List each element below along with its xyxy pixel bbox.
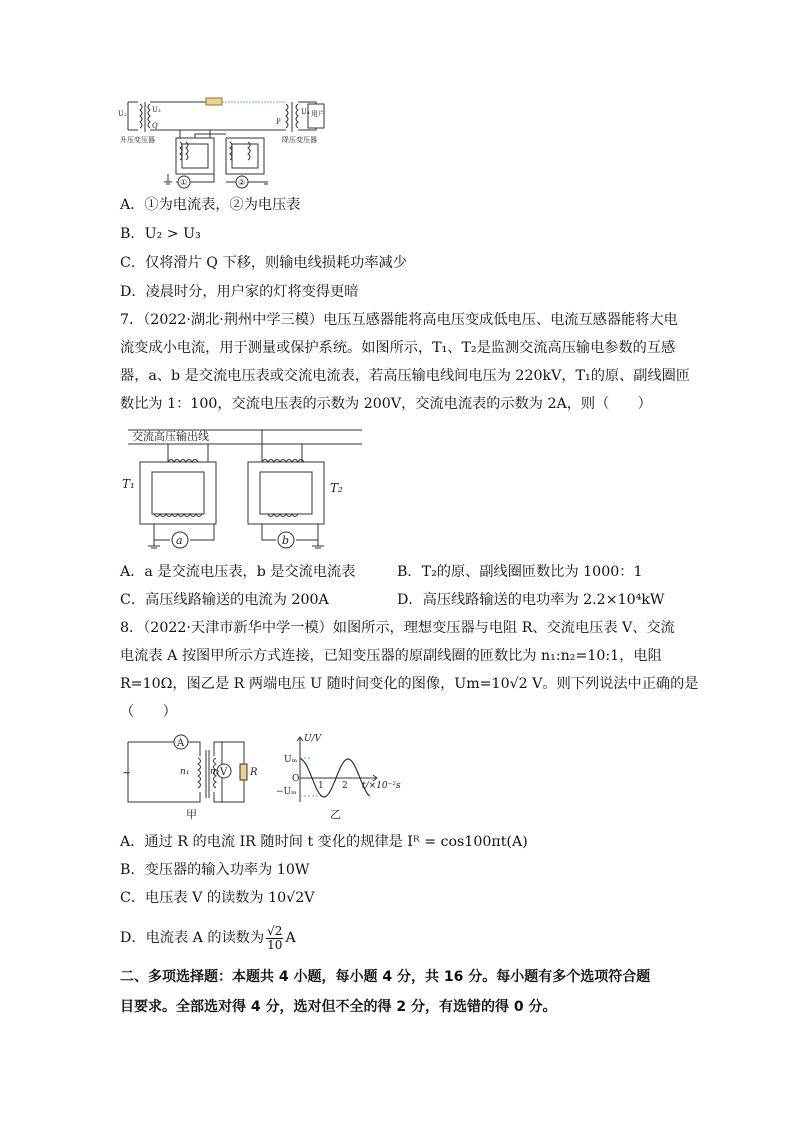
ammeter-label: A — [177, 738, 185, 749]
t1-label: T₁ — [122, 477, 135, 491]
q6-option-d[interactable]: D．凌晨时分，用户家的灯将变得更暗 — [120, 284, 359, 300]
q7-option-c[interactable]: C．高压线路输送的电流为 200A — [120, 592, 329, 608]
x-tick-1: 1 — [318, 781, 324, 791]
q6-transmission-diagram — [118, 94, 338, 190]
resistor-label: R — [250, 767, 258, 778]
meter-2-label: ② — [238, 178, 246, 187]
q8-stem-line-1: 8．（2022·天津市新华中学一模）如图所示，理想变压器与电阻 R、交流电压表 V、交流 — [120, 620, 675, 636]
axis-t-label: t/×10⁻²s — [362, 781, 401, 791]
q-slider-label: Q — [152, 122, 158, 130]
q7-stem-line-1: 7．（2022·湖北·荆州中学三模）电压互感器能将高电压变成低电压、电流互感器能将大电 — [120, 312, 678, 328]
um-tick-label: Uₘ — [284, 755, 298, 765]
t2-label: T₂ — [330, 481, 343, 495]
u3-label-left: U₃ — [152, 106, 161, 114]
user-label: 用户 — [311, 110, 325, 118]
q8-option-d-unit: A — [285, 930, 296, 946]
origin-label: O — [292, 774, 300, 784]
step-down-label: 降压变压器 — [282, 136, 317, 144]
q7-stem-line-3: 器，a、b 是交流电压表或交流电流表，若高压输电线间电压为 220kV，T₁的原、副线圈匝 — [120, 368, 691, 384]
q7-stem-line-4: 数比为 1：100，交流电压表的示数为 200V，交流电流表的示数为 2A，则（ ） — [120, 396, 652, 412]
section-2-heading-line-2: 目要求。全部选对得 4 分，选对但不全的得 2 分，有选错的得 0 分。 — [120, 999, 557, 1015]
q8-stem-line-2: 电流表 A 按图甲所示方式连接，已知变压器的原副线圈的匝数比为 n₁:n₂=10:1，电阻 — [120, 648, 662, 664]
u4-label: U₄ — [301, 108, 310, 116]
q8-stem-line-3: R=10Ω，图乙是 R 两端电压 U 随时间变化的图像，Um=10√2 V。则下列说法中正确的是 — [120, 676, 699, 692]
fraction-denominator: 10 — [267, 937, 283, 952]
section-2-heading-line-1: 二、多项选择题：本题共 4 小题，每小题 4 分，共 16 分。每小题有多个选项符合题 — [120, 969, 651, 985]
q7-option-a[interactable]: A．a 是交流电压表，b 是交流电流表 — [120, 564, 356, 580]
q8-option-a[interactable]: A．通过 R 的电流 IR 随时间 t 变化的规律是 Iᴿ = cos100πt(A) — [120, 834, 528, 850]
q8-option-d-fraction — [266, 925, 283, 952]
step-up-label: 升压变压器 — [120, 136, 155, 144]
q8-option-b[interactable]: B．变压器的输入功率为 10W — [120, 862, 310, 878]
q8-stem-line-4: （ ） — [120, 704, 177, 720]
meter-1-label: ① — [180, 178, 188, 187]
q6-option-c[interactable]: C．仅将滑片 Q 下移，则输电线损耗功率减少 — [120, 255, 407, 271]
meter-a-label: a — [176, 534, 183, 547]
n2-label: n₂ — [210, 767, 220, 777]
ac-source-symbol: ~ — [122, 766, 132, 779]
voltmeter-label: V — [220, 767, 228, 778]
u2-label: U₂ — [118, 110, 127, 118]
meter-b-label: b — [282, 534, 290, 547]
q7-option-b[interactable]: B．T₂的原、副线圈匝数比为 1000：1 — [397, 564, 643, 580]
hv-line-label: 交流高压输出线 — [132, 430, 209, 443]
fraction-numerator: √2 — [267, 923, 283, 938]
fig-jia-caption: 甲 — [186, 808, 197, 821]
q8-circuit-jia — [118, 728, 268, 822]
n1-label: n₁ — [180, 767, 190, 777]
q7-option-d[interactable]: D．高压线路输送的电功率为 2.2×10⁴kW — [397, 592, 665, 608]
neg-um-tick-label: −Uₘ — [276, 787, 297, 797]
q8-voltage-graph — [270, 728, 410, 822]
q8-option-c[interactable]: C．电压表 V 的读数为 10√2V — [120, 890, 315, 906]
q6-option-b[interactable]: B．U₂ > U₃ — [120, 226, 201, 242]
p-slider-label: P — [276, 118, 281, 126]
q8-option-d-prefix: D．电流表 A 的读数为 — [120, 930, 265, 946]
q7-stem-line-2: 流变成小电流，用于测量或保护系统。如图所示，T₁、T₂是监测交流高压输电参数的互感 — [120, 340, 676, 356]
fig-yi-caption: 乙 — [330, 808, 341, 821]
q7-transformer-diagram — [118, 422, 368, 554]
axis-u-label: U/V — [304, 734, 322, 744]
x-tick-2: 2 — [342, 781, 348, 791]
q6-option-a[interactable]: A．①为电流表，②为电压表 — [120, 197, 301, 213]
q8-option-d[interactable] — [120, 921, 296, 955]
